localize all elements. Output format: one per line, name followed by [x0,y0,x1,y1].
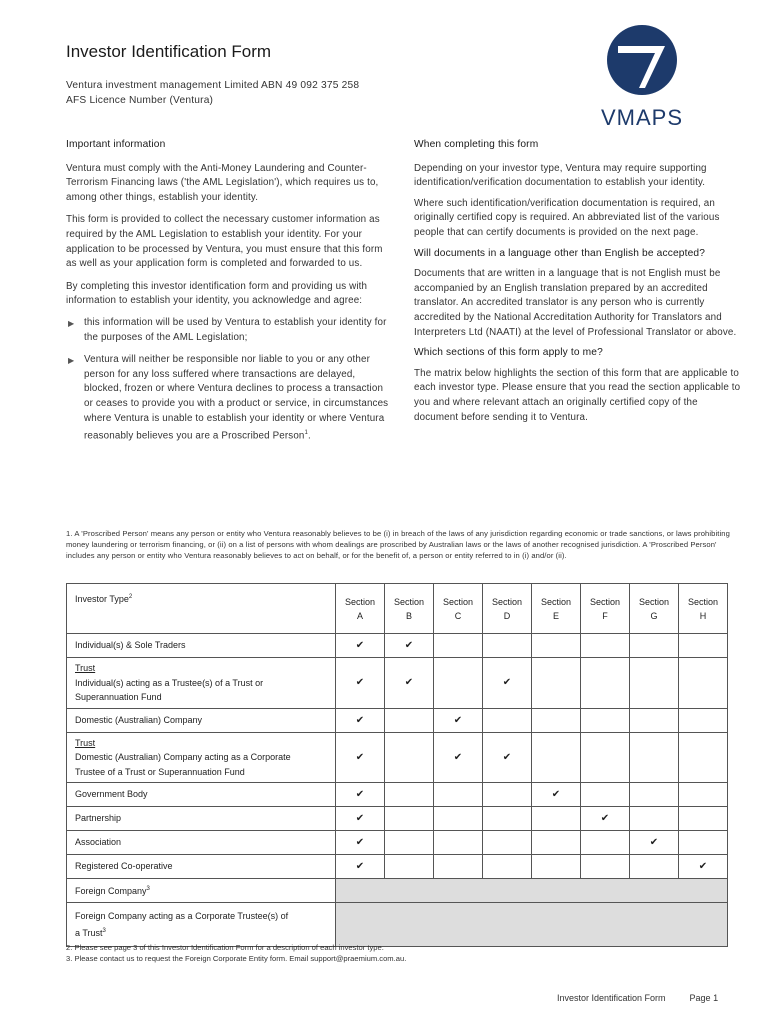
section-cell [483,658,532,709]
page-number: Page 1 [689,993,719,1003]
footnote-3: 3. Please contact us to request the Foreign Corporate Entity form. Email support@praemium.com.au. [66,954,407,963]
section-letter: H [699,610,707,621]
investor-type-cell [67,855,336,879]
table-row [67,831,728,855]
section-cell [679,658,728,709]
acknowledge-paragraph: By completing this investor identification form and providing us with information to establish your identity, you acknowledge and agree: [66,280,368,307]
section-cell [336,807,385,831]
section-cell [630,708,679,732]
footer-label: Investor Identification Form [557,993,666,1003]
matrix-header-row [67,584,728,634]
investor-type-label-cont: Superannuation Fund [75,692,162,702]
logo-mark-icon [585,22,700,132]
investor-type-header [67,584,336,634]
footnotes-bottom [66,942,406,964]
checkmark-icon: ✔ [355,861,365,872]
bullet-item [66,316,392,345]
section-header-a [336,584,385,634]
checkmark-icon: ✔ [551,789,561,800]
section-cell [336,634,385,658]
investor-type-cell [67,658,336,709]
completing-form-column [414,138,744,431]
section-letter: D [503,610,511,621]
section-cell [336,831,385,855]
section-cell [483,807,532,831]
checkmark-icon: ✔ [404,677,414,689]
important-info-column [66,138,392,444]
section-header-f [581,584,630,634]
investor-type-cell [67,879,336,903]
section-cell [630,783,679,807]
section-cell [336,708,385,732]
investor-type-label: Association [75,837,122,848]
section-cell [630,855,679,879]
section-cell [434,732,483,783]
translation-paragraph: Documents that are written in a language that is not English must be accompanied by an English translation prepared by an accredited translator. An accredited translator is any person who is currently accredited by the National Accreditation Authority for Translators and Interpreters Ltd (NAATI) at the level of Professional Translator or above. [414,268,737,338]
checkmark-icon: ✔ [355,789,365,800]
section-cell [679,855,728,879]
company-line: Ventura investment management Limited ABN 49 092 375 258 [66,80,360,91]
vmaps-logo [585,22,700,132]
table-row [67,658,728,709]
section-cell [336,855,385,879]
checkmark-icon: ✔ [453,714,463,726]
section-cell [483,732,532,783]
investor-matrix-table [66,583,728,947]
section-word: Section [393,596,425,607]
section-cell [630,807,679,831]
bullet-text: Ventura will neither be responsible nor liable to you or any other person for any loss suffered where transactions are delayed, blocked, frozen or where Ventura declines to process a transaction or ceases to provide you with a product or service, in circumstances where Ventura is unable to establish your identity or where Ventura reasonably believes you are a Proscribed Person [84,354,389,442]
section-word: Section [589,596,621,607]
section-header-c [434,584,483,634]
table-row [67,855,728,879]
depending-paragraph: Depending on your investor type, Ventura may require supporting identification/verification documentation to establish your identity. [414,162,707,189]
checkmark-icon: ✔ [355,640,365,651]
section-cell [581,732,630,783]
section-cell [434,807,483,831]
section-cell [385,732,434,783]
aml-paragraph: Ventura must comply with the Anti-Money Laundering and Counter-Terrorism Financing laws ('the AML Legislation'), which requires us to, among other things, establish your identity. [66,162,379,203]
table-row [67,903,728,947]
checkmark-icon: ✔ [649,837,659,848]
section-header-b [385,584,434,634]
section-cell [385,708,434,732]
investor-type-label: Domestic (Australian) Company acting as a Corporate [75,752,291,762]
checkmark-icon: ✔ [502,677,512,689]
logo-text: VMAPS [600,105,684,130]
section-cell [679,831,728,855]
company-info [66,78,359,108]
section-cell [532,855,581,879]
section-cell [532,807,581,831]
page-title: Investor Identification Form [66,42,272,61]
section-letter: G [650,610,658,621]
section-cell [630,732,679,783]
certified-paragraph: Where such identification/verification documentation is required, an originally certified copy is required. An abbreviated list of the various people that can certify documents is provided on the next page. [414,197,720,238]
checkmark-icon: ✔ [355,751,365,763]
table-row [67,807,728,831]
section-word: Section [638,596,670,607]
section-cell [434,831,483,855]
section-cell [434,658,483,709]
section-cell [532,831,581,855]
section-cell [385,658,434,709]
language-heading: Will documents in a language other than English be accepted? [414,247,706,259]
investor-type-label: Government Body [75,789,148,800]
section-cell [630,658,679,709]
section-header-d [483,584,532,634]
investor-type-cell [67,807,336,831]
section-cell [630,634,679,658]
trust-label: Trust [75,737,96,748]
page-footer [557,993,718,1003]
section-word: Section [442,596,474,607]
investor-type-header-label: Investor Type [75,594,129,604]
section-letter: A [356,610,363,621]
section-cell [581,807,630,831]
investor-type-cell [67,783,336,807]
section-cell [581,708,630,732]
investor-type-label: Registered Co-operative [75,861,173,872]
section-cell [483,831,532,855]
section-cell [434,855,483,879]
section-cell [581,634,630,658]
section-cell [581,783,630,807]
table-row [67,879,728,903]
not-applicable-cell [336,903,728,947]
licence-line: AFS Licence Number (Ventura) [66,95,214,106]
section-letter: C [454,610,462,621]
section-letter: F [602,610,608,621]
section-cell [630,831,679,855]
checkmark-icon: ✔ [404,640,414,651]
table-row [67,783,728,807]
section-cell [483,783,532,807]
checkmark-icon: ✔ [698,861,708,872]
section-cell [483,708,532,732]
table-row [67,732,728,783]
checkmark-icon: ✔ [600,813,610,824]
footnote-1: 1. A 'Proscribed Person' means any person or entity who Ventura reasonably believes to be (i) in breach of the laws of any jurisdiction regarding economic or trade sanctions, or laws prohibiting money laundering or terrorism financing, or (ii) on a list of persons with whom dealings are proscribed by Australian laws or the laws of another recognised jurisdiction. A 'Proscribed Person' includes any person or entity who Ventura reasonably believes to act on behalf, or for the benefit of, a person or entity referred to in (i) and/or (ii). [66,529,730,561]
bullet-item [66,353,392,444]
section-cell [532,658,581,709]
not-applicable-cell [336,879,728,903]
investor-type-label: Partnership [75,813,122,824]
bullet-text: this information will be used by Ventura to establish your identity for the purposes of the AML Legislation; [84,316,387,343]
triangle-bullet-icon: ▶ [68,318,75,328]
investor-type-label: Foreign Company [75,886,147,897]
section-cell [385,831,434,855]
table-row [67,634,728,658]
section-header-g [630,584,679,634]
trust-label: Trust [75,663,96,673]
section-cell [336,658,385,709]
section-cell [336,783,385,807]
section-cell [385,855,434,879]
purpose-paragraph: This form is provided to collect the necessary customer information as required by the AML Legislation to establish your identity. For your application to be processed by Ventura, you must ensure that this form as well as your application form is completed and forwarded to us. [66,214,383,270]
checkmark-icon: ✔ [355,714,365,726]
checkmark-icon: ✔ [355,837,365,848]
section-cell [679,708,728,732]
section-cell [434,783,483,807]
section-cell [532,708,581,732]
triangle-bullet-icon: ▶ [68,356,75,366]
section-header-e [532,584,581,634]
section-cell [336,732,385,783]
section-cell [581,658,630,709]
section-word: Section [344,596,376,607]
investor-type-cell [67,634,336,658]
checkmark-icon: ✔ [355,813,365,824]
section-word: Section [540,596,572,607]
section-cell [532,783,581,807]
section-cell [679,807,728,831]
important-info-heading: Important information [66,139,166,150]
completing-heading: When completing this form [414,139,539,150]
section-word: Section [491,596,523,607]
bullet-end: . [308,430,311,442]
section-letter: E [552,610,559,621]
section-word: Section [687,596,719,607]
investor-type-label-cont: Trustee of a Trust or Superannuation Fund [75,766,245,777]
section-cell [385,634,434,658]
investor-type-label: Individual(s) acting as a Trustee(s) of a Trust or [75,677,264,688]
matrix-paragraph: The matrix below highlights the section of this form that are applicable to each investor type. Please ensure that you read the section applicable to you and where relevant attach an originally certified copy of the document before sending it to Ventura. [414,367,741,423]
footnote-ref: 1 [304,430,309,437]
sections-heading: Which sections of this form apply to me? [414,347,603,359]
checkmark-icon: ✔ [502,751,512,763]
footnote-2: 2. Please see page 3 of this Investor Identification Form for a description of each investor type. [66,943,384,952]
investor-type-cell [67,708,336,732]
section-cell [532,634,581,658]
section-cell [679,783,728,807]
checkmark-icon: ✔ [355,677,365,689]
section-header-h [679,584,728,634]
footnote-ref: 2 [128,594,133,600]
section-cell [483,855,532,879]
footnote-ref: 3 [146,886,150,893]
section-cell [385,807,434,831]
section-cell [483,634,532,658]
section-cell [679,732,728,783]
section-cell [434,708,483,732]
investor-type-label: Domestic (Australian) Company [75,714,203,725]
section-letter: B [405,610,412,621]
section-cell [532,732,581,783]
section-cell [581,831,630,855]
investor-type-cell [67,903,336,947]
section-cell [581,855,630,879]
investor-type-label: Foreign Company acting as a Corporate Trustee(s) of [75,911,289,921]
investor-type-label-cont: a Trust [75,927,103,938]
investor-type-cell [67,732,336,783]
investor-type-cell [67,831,336,855]
footnote-ref: 3 [102,927,106,934]
table-row [67,708,728,732]
section-cell [385,783,434,807]
investor-type-label: Individual(s) & Sole Traders [75,640,186,651]
section-cell [434,634,483,658]
section-cell [679,634,728,658]
checkmark-icon: ✔ [453,751,463,763]
